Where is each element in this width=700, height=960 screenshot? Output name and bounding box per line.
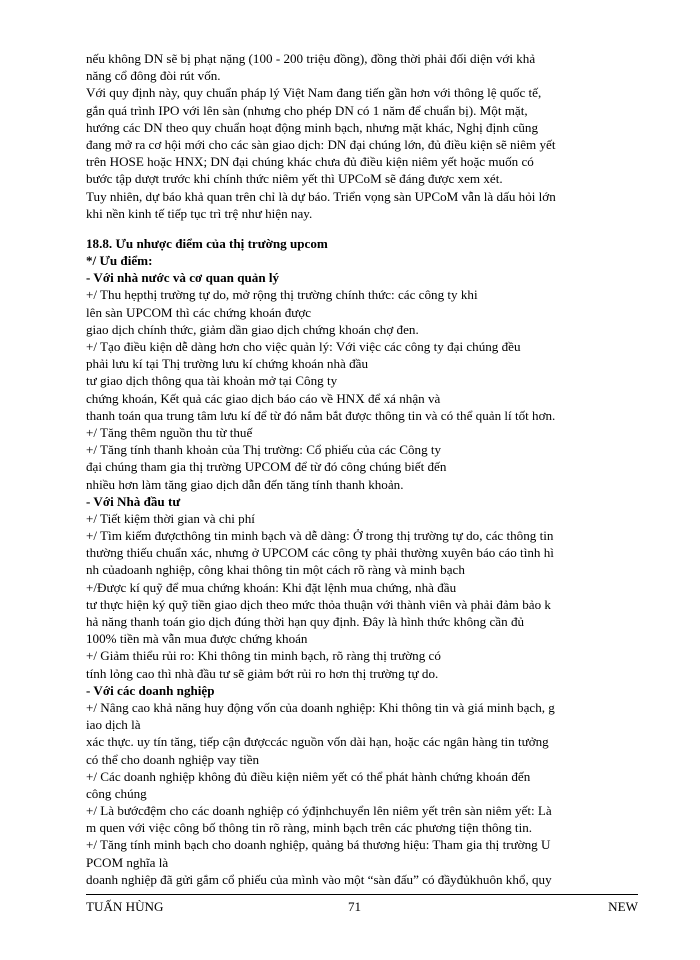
document-body <box>86 50 646 888</box>
text-line: đang mở ra cơ hội mới cho các sàn giao dịch: DN đại chúng lớn, đủ điều kiện sẽ niêm yết <box>86 136 556 152</box>
text-line: chứng khoán, Kết quả các giao dịch báo cáo về HNX để xá nhận và <box>86 390 441 406</box>
text-line: trên HOSE hoặc HNX; DN đại chúng khác chưa đủ điều kiện niêm yết hoặc muốn có <box>86 154 534 170</box>
text-line: giao dịch chính thức, giảm dần giao dịch chứng khoán chợ đen. <box>86 321 419 337</box>
group-heading: - Với các doanh nghiệp <box>86 682 215 698</box>
text-line: PCOM nghĩa là <box>86 854 169 870</box>
page-footer <box>86 898 638 916</box>
text-line: +/ Là bướcđệm cho các doanh nghiệp có ýđịnhchuyển lên niêm yết trên sàn niêm yết: Là <box>86 803 552 819</box>
text-line: khi nền kinh tế tiếp tục trì trệ như hiện nay. <box>86 205 313 221</box>
text-line: tư giao dịch thông qua tài khoản mở tại Công ty <box>86 373 338 389</box>
group-heading: - Với nhà nước và cơ quan quản lý <box>86 270 280 286</box>
text-line: bước tập dượt trước khi chính thức niêm yết thì UPCoM sẽ đáng được xem xét. <box>86 171 503 187</box>
text-line: năng cổ đông đòi rút vốn. <box>86 68 221 84</box>
text-line: m quen với việc công bố thông tin rõ ràng, minh bạch trên các phương tiện thông tin. <box>86 820 533 836</box>
text-line: phải lưu kí tại Thị trường lưu kí chứng khoán nhà đầu <box>86 356 368 372</box>
text-line: Với quy định này, quy chuẩn pháp lý Việt Nam đang tiến gần hơn với thông lệ quốc tế, <box>86 85 542 101</box>
text-line: gắn quá trình IPO với lên sàn (nhưng cho phép DN có 1 năm để chuẩn bị). Một mặt, <box>86 102 528 118</box>
footer-rule <box>86 894 638 895</box>
subsection-heading: */ Ưu điểm: <box>86 253 153 269</box>
text-line: Tuy nhiên, dự báo khả quan trên chỉ là dự báo. Triển vọng sàn UPCoM vẫn là dấu hỏi lớn <box>86 188 556 204</box>
text-line: nh củadoanh nghiệp, công khai thông tin một cách rõ ràng và minh bạch <box>86 562 465 578</box>
text-line: hả năng thanh toán gio dịch đúng thời hạn quy định. Đây là hình thức không cần đủ <box>86 614 525 629</box>
text-line: doanh nghiệp đã gửi gắm cổ phiếu của mình vào một “sàn đấu” có đầyđủkhuôn khổ, quy <box>86 871 552 887</box>
paragraph-gap <box>86 222 646 235</box>
text-line: +/ Tăng thêm nguồn thu từ thuế <box>86 424 253 440</box>
text-line: +/ Thu hẹpthị trường tự do, mở rộng thị trường chính thức: các công ty khi <box>86 287 478 303</box>
text-line: thường thiếu chuẩn xác, nhưng ở UPCOM các công ty phải thường xuyên báo cáo tình hì <box>86 545 554 561</box>
text-line: +/ Các doanh nghiệp không đủ điều kiện niêm yết có thể phát hành chứng khoán đến <box>86 768 531 784</box>
text-line: +/ Nâng cao khả năng huy động vốn của doanh nghiệp: Khi thông tin và giá minh bạch, g <box>86 699 555 715</box>
footer-author: TUẤN HÙNG <box>86 899 164 914</box>
text-line: tính lỏng cao thì nhà đầu tư sẽ giảm bớt rủi ro hơn thị trường tự do. <box>86 665 439 681</box>
text-line: xác thực. uy tín tăng, tiếp cận đượccác nguồn vốn dài hạn, hoặc các ngân hàng tin tưởng <box>86 734 549 750</box>
text-line: hướng các DN theo quy chuẩn hoạt động minh bạch, nhưng mặt khác, Nghị định cũng <box>86 119 539 135</box>
text-line: +/ Giảm thiểu rủi ro: Khi thông tin minh bạch, rõ ràng thị trường có <box>86 648 441 664</box>
text-line: nếu không DN sẽ bị phạt nặng (100 - 200 triệu đồng), đồng thời phải đối diện với khả <box>86 51 536 66</box>
text-line: +/ Tiết kiệm thời gian và chi phí <box>86 510 255 526</box>
text-line: công chúng <box>86 785 147 801</box>
text-line: +/ Tạo điều kiện dễ dàng hơn cho việc quản lý: Với việc các công ty đại chúng đều <box>86 339 521 354</box>
text-line: +/ Tăng tính thanh khoản của Thị trường: Cổ phiếu của các Công ty <box>86 442 442 458</box>
text-line: có thể cho doanh nghiệp vay tiền <box>86 751 260 767</box>
text-line: nhiều hơn làm tăng giao dịch dẫn đến tăng tính thanh khoản. <box>86 476 404 492</box>
text-line: iao dịch là <box>86 717 141 733</box>
section-heading: 18.8. Ưu nhược điểm của thị trường upcom <box>86 235 328 251</box>
group-heading: - Với Nhà đầu tư <box>86 493 181 509</box>
text-line: +/ Tăng tính minh bạch cho doanh nghiệp, quảng bá thương hiệu: Tham gia thị trường U <box>86 837 551 853</box>
text-line: thanh toán qua trung tâm lưu kí để từ đó nắm bắt được thông tin và có thể quản lí tốt hơn. <box>86 407 556 423</box>
text-line: tư thực hiện ký quỹ tiền giao dịch theo mức thỏa thuận với thành viên và phải đảm bảo k <box>86 596 551 612</box>
text-line: lên sàn UPCOM thì các chứng khoán được <box>86 304 312 320</box>
footer-label: NEW <box>608 899 638 914</box>
text-line: đại chúng tham gia thị trường UPCOM để từ đó công chúng biết đến <box>86 459 447 475</box>
text-line: +/ Tìm kiếm đượcthông tin minh bạch và dễ dàng: Ở trong thị trường tự do, các thông tin <box>86 528 554 544</box>
text-line: 100% tiền mà vẫn mua được chứng khoán <box>86 631 308 647</box>
footer-page-number: 71 <box>348 899 362 914</box>
text-line: +/Được kí quỹ để mua chứng khoán: Khi đặt lệnh mua chứng, nhà đầu <box>86 579 457 595</box>
